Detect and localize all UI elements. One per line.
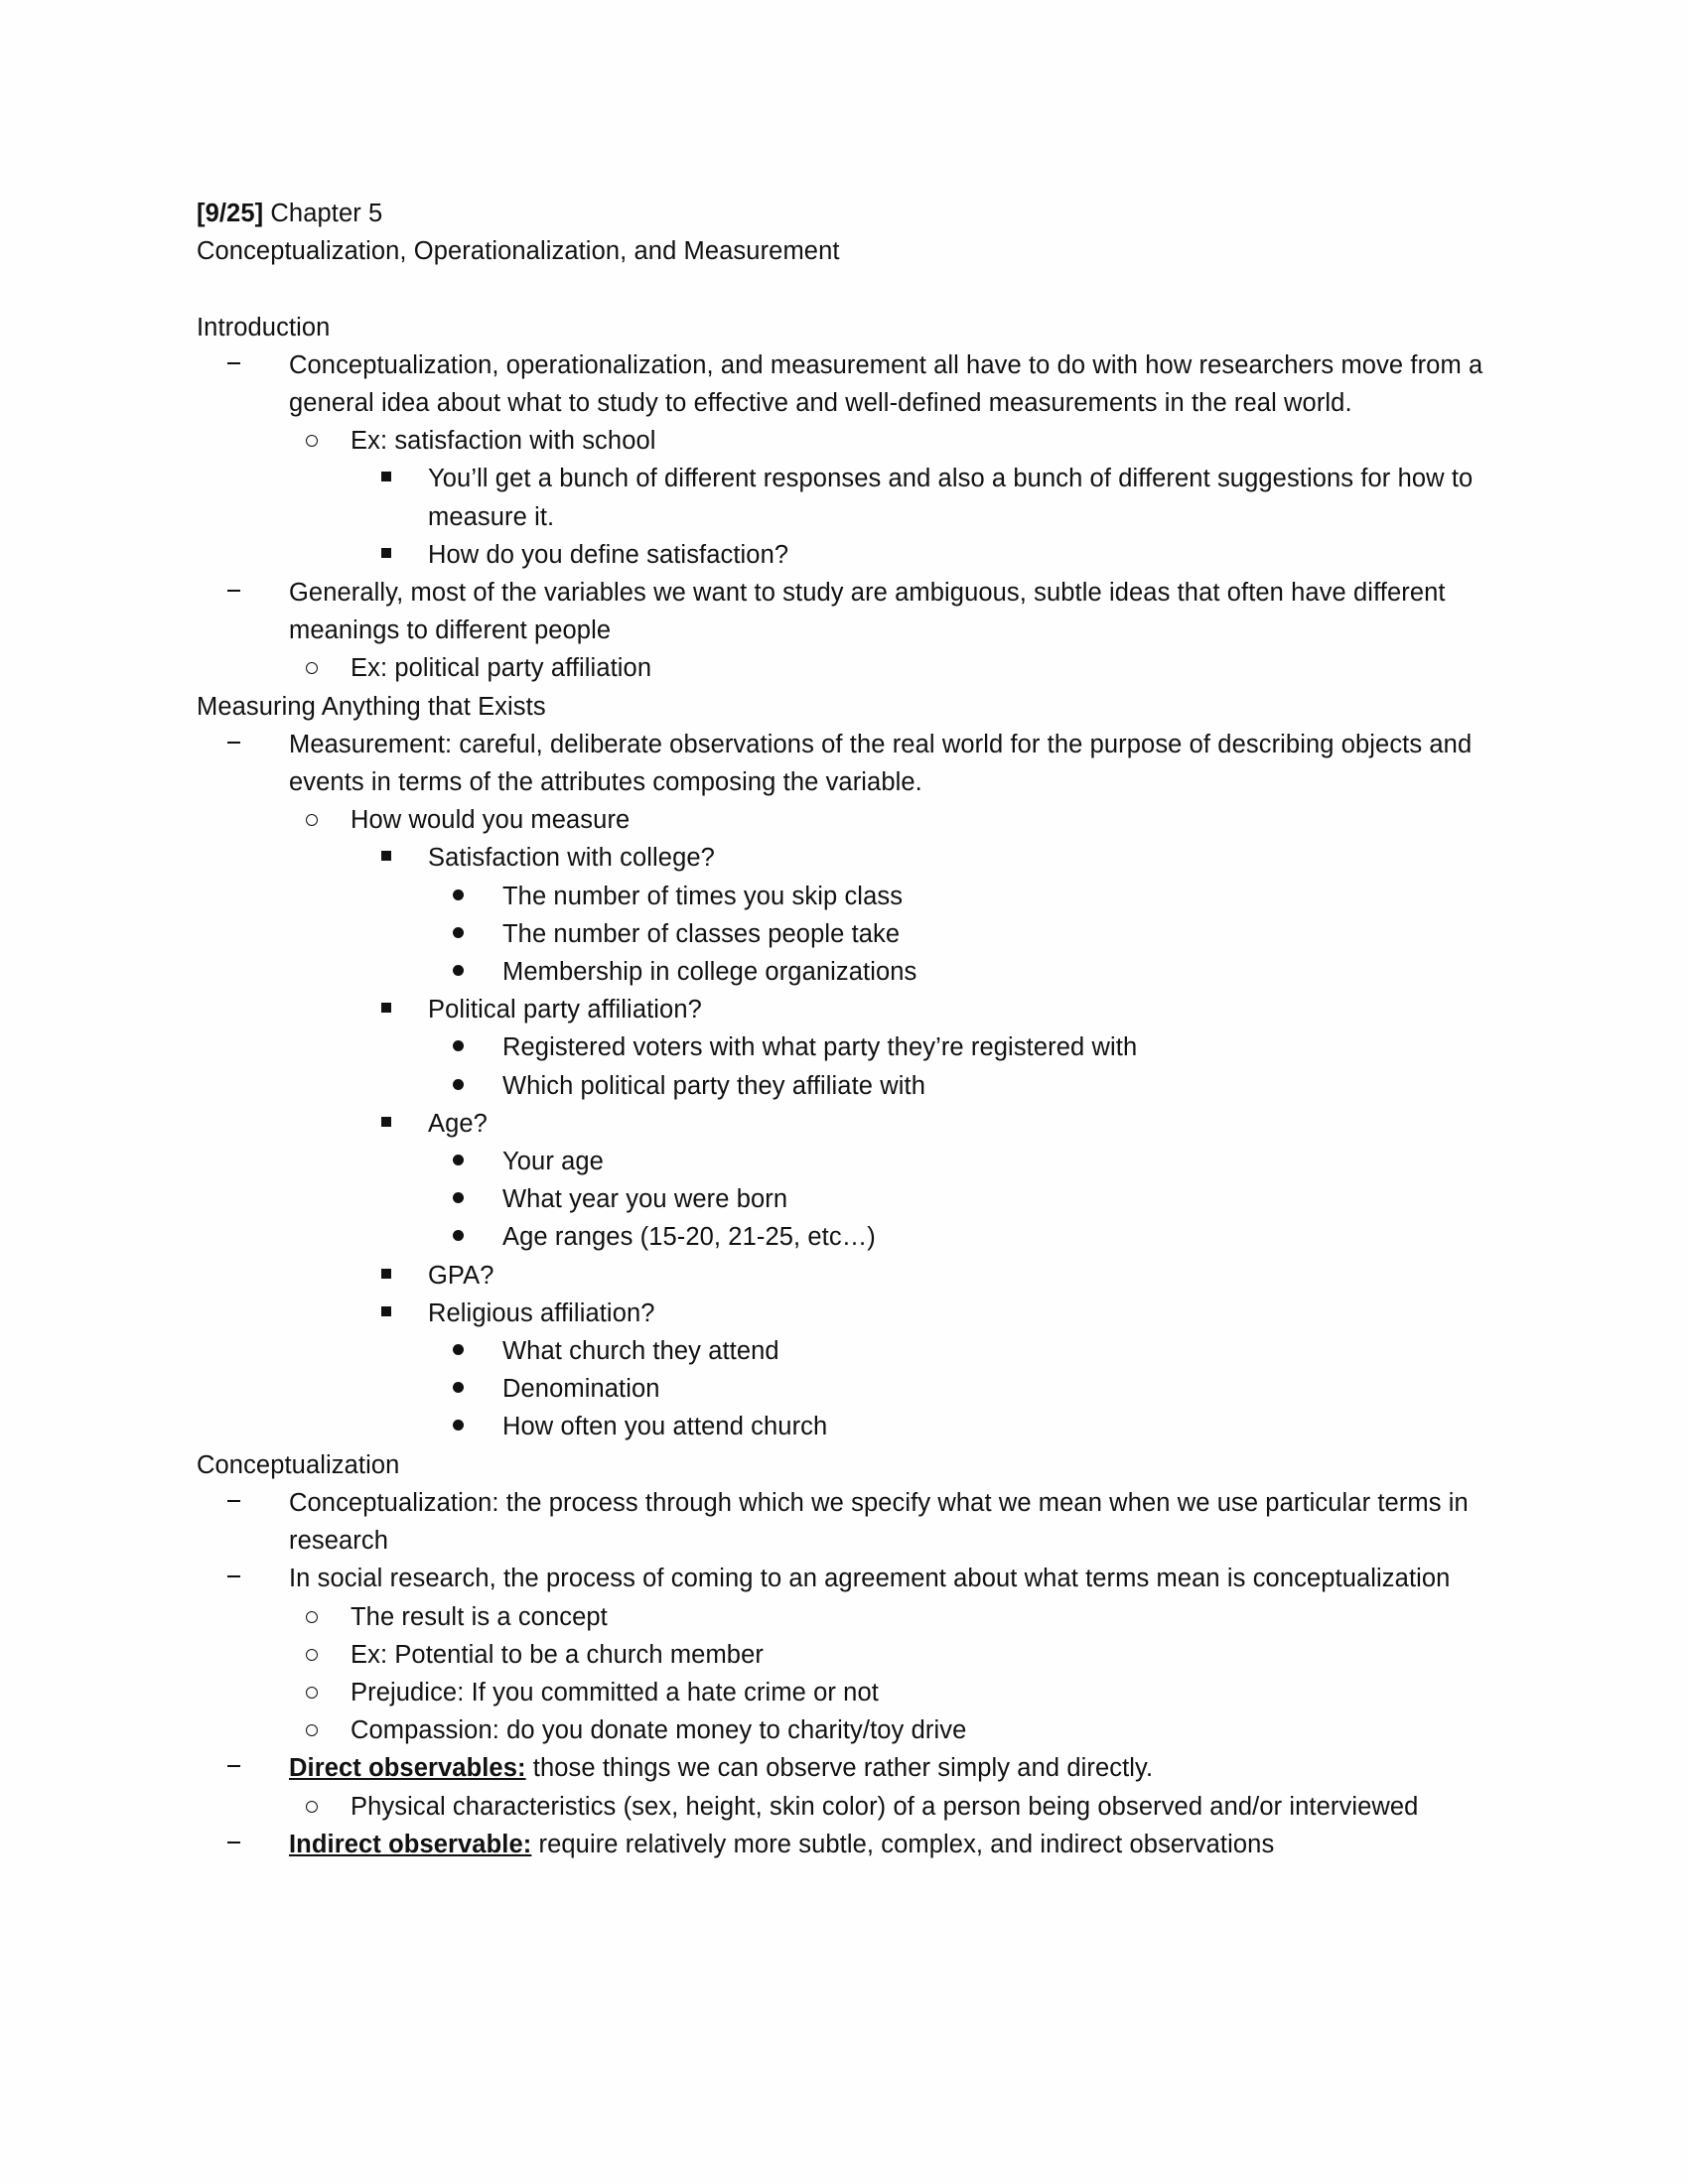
list-item (197, 1408, 1489, 1445)
list-item (197, 1788, 1489, 1826)
list-item (197, 1370, 1489, 1408)
list-item (197, 991, 1489, 1028)
dot-bullet-icon (453, 1332, 502, 1370)
list-item (197, 1560, 1489, 1597)
dot-bullet-icon (453, 1370, 502, 1408)
list-item-text: Membership in college organizations (502, 958, 917, 987)
square-bullet-icon (381, 1105, 428, 1143)
circle-bullet-icon (306, 649, 351, 687)
list-item-text (289, 1826, 1489, 1863)
document-subtitle: Conceptualization, Operationalization, and Measurement (197, 237, 840, 266)
list-item (197, 1826, 1489, 1863)
circle-bullet-icon (306, 1636, 351, 1674)
list-item (197, 1332, 1489, 1370)
dot-bullet-icon (453, 1143, 502, 1180)
list-item (197, 1674, 1489, 1711)
list-item-text: Which political party they affiliate with (502, 1071, 925, 1100)
list-item (197, 726, 1489, 801)
square-bullet-icon (381, 1295, 428, 1332)
key-term-direct-observables: Direct observables: (289, 1754, 526, 1783)
list-item-text: What year you were born (502, 1185, 788, 1214)
circle-bullet-icon (306, 801, 351, 839)
key-term-indirect-observable: Indirect observable: (289, 1830, 532, 1858)
list-item-text: The result is a concept (351, 1602, 608, 1631)
list-item (197, 422, 1489, 460)
list-item (197, 536, 1489, 574)
list-item (197, 1218, 1489, 1256)
square-bullet-icon (381, 991, 428, 1028)
dot-bullet-icon (453, 915, 502, 953)
list-item-text: Political party affiliation? (428, 996, 702, 1024)
dash-bullet-icon (227, 1484, 289, 1522)
dot-bullet-icon (453, 1067, 502, 1105)
list-item-text: What church they attend (502, 1337, 779, 1366)
list-item-text: Your age (502, 1148, 604, 1176)
list-item (197, 801, 1489, 839)
section-heading-conceptualization: Conceptualization (197, 1450, 400, 1479)
list-item-text: Measurement: careful, deliberate observations of the real world for the purpose of describing objects and events in terms of the attributes composing the variable. (289, 730, 1473, 797)
list-item (197, 574, 1489, 649)
key-term-definition: require relatively more subtle, complex, and indirect observations (531, 1830, 1275, 1858)
list-item-text: Generally, most of the variables we want to study are ambiguous, subtle ideas that often have different meanings to different people (289, 579, 1446, 645)
list-item-text: Age ranges (15-20, 21-25, etc…) (502, 1223, 876, 1252)
list-item-text: Satisfaction with college? (428, 844, 715, 873)
list-item-text: The number of times you skip class (502, 882, 904, 910)
circle-bullet-icon (306, 1598, 351, 1636)
list-item-text: Conceptualization, operationalization, and measurement all have to do with how researchers move from a general idea about what to study to effective and well-defined measurements in the real world. (289, 350, 1483, 417)
date-tag: [9/25] (197, 200, 264, 227)
dash-bullet-icon (227, 1560, 289, 1597)
list-item-text: You’ll get a bunch of different responses and also a bunch of different suggestions for how to measure it. (428, 465, 1474, 531)
list-item-text: Conceptualization: the process through which we specify what we mean when we use particular terms in research (289, 1488, 1469, 1556)
list-item (197, 953, 1489, 991)
list-item-text: Ex: political party affiliation (351, 654, 652, 683)
dash-bullet-icon (227, 726, 289, 763)
list-item (197, 1484, 1489, 1560)
list-item-text: How do you define satisfaction? (428, 540, 789, 569)
square-bullet-icon (381, 1257, 428, 1295)
list-item (197, 1067, 1489, 1105)
list-item-text: Prejudice: If you committed a hate crime or not (351, 1678, 879, 1706)
list-item-text (289, 1749, 1489, 1787)
list-item-text: Age? (428, 1109, 488, 1138)
circle-bullet-icon (306, 1788, 351, 1826)
dash-bullet-icon (227, 574, 289, 612)
list-item-text: Physical characteristics (sex, height, skin color) of a person being observed and/or interviewed (351, 1792, 1419, 1821)
list-item-text: Ex: satisfaction with school (351, 427, 656, 456)
dot-bullet-icon (453, 953, 502, 991)
list-item-text: The number of classes people take (502, 919, 901, 948)
list-item (197, 649, 1489, 687)
list-item (197, 839, 1489, 877)
dash-bullet-icon (227, 1749, 289, 1787)
list-item-text: In social research, the process of coming to an agreement about what terms mean is conceptualization (289, 1565, 1451, 1593)
dash-bullet-icon (227, 1826, 289, 1863)
list-item (197, 1636, 1489, 1674)
square-bullet-icon (381, 839, 428, 877)
list-item-text: Registered voters with what party they’re registered with (502, 1033, 1138, 1062)
dot-bullet-icon (453, 878, 502, 915)
list-item (197, 460, 1489, 535)
square-bullet-icon (381, 460, 428, 497)
key-term-definition: those things we can observe rather simply and directly. (525, 1754, 1154, 1783)
dot-bullet-icon (453, 1408, 502, 1445)
list-item (197, 1598, 1489, 1636)
list-item (197, 346, 1489, 422)
list-item-text: Ex: Potential to be a church member (351, 1640, 764, 1669)
chapter-title: Chapter 5 (270, 200, 383, 227)
list-item-text: Denomination (502, 1375, 660, 1404)
list-item (197, 1143, 1489, 1180)
list-item-text: Religious affiliation? (428, 1298, 655, 1327)
circle-bullet-icon (306, 1711, 351, 1749)
list-item (197, 1295, 1489, 1332)
list-item (197, 1749, 1489, 1787)
list-item-text: GPA? (428, 1261, 494, 1290)
document-title-line (197, 195, 1489, 232)
list-item (197, 878, 1489, 915)
section-heading-measuring: Measuring Anything that Exists (197, 692, 546, 721)
list-item (197, 1257, 1489, 1295)
list-item-text: Compassion: do you donate money to charity/toy drive (351, 1716, 967, 1745)
document-body (197, 195, 1489, 1863)
list-item (197, 1028, 1489, 1066)
section-heading-introduction: Introduction (197, 313, 331, 341)
list-item (197, 1180, 1489, 1218)
list-item (197, 1105, 1489, 1143)
dash-bullet-icon (227, 346, 289, 384)
list-item (197, 1711, 1489, 1749)
list-item (197, 915, 1489, 953)
list-item-text: How often you attend church (502, 1413, 828, 1441)
circle-bullet-icon (306, 422, 351, 460)
list-item-text: How would you measure (351, 806, 631, 835)
dot-bullet-icon (453, 1028, 502, 1066)
dot-bullet-icon (453, 1180, 502, 1218)
dot-bullet-icon (453, 1218, 502, 1256)
square-bullet-icon (381, 536, 428, 574)
spacer (197, 270, 1489, 308)
circle-bullet-icon (306, 1674, 351, 1711)
